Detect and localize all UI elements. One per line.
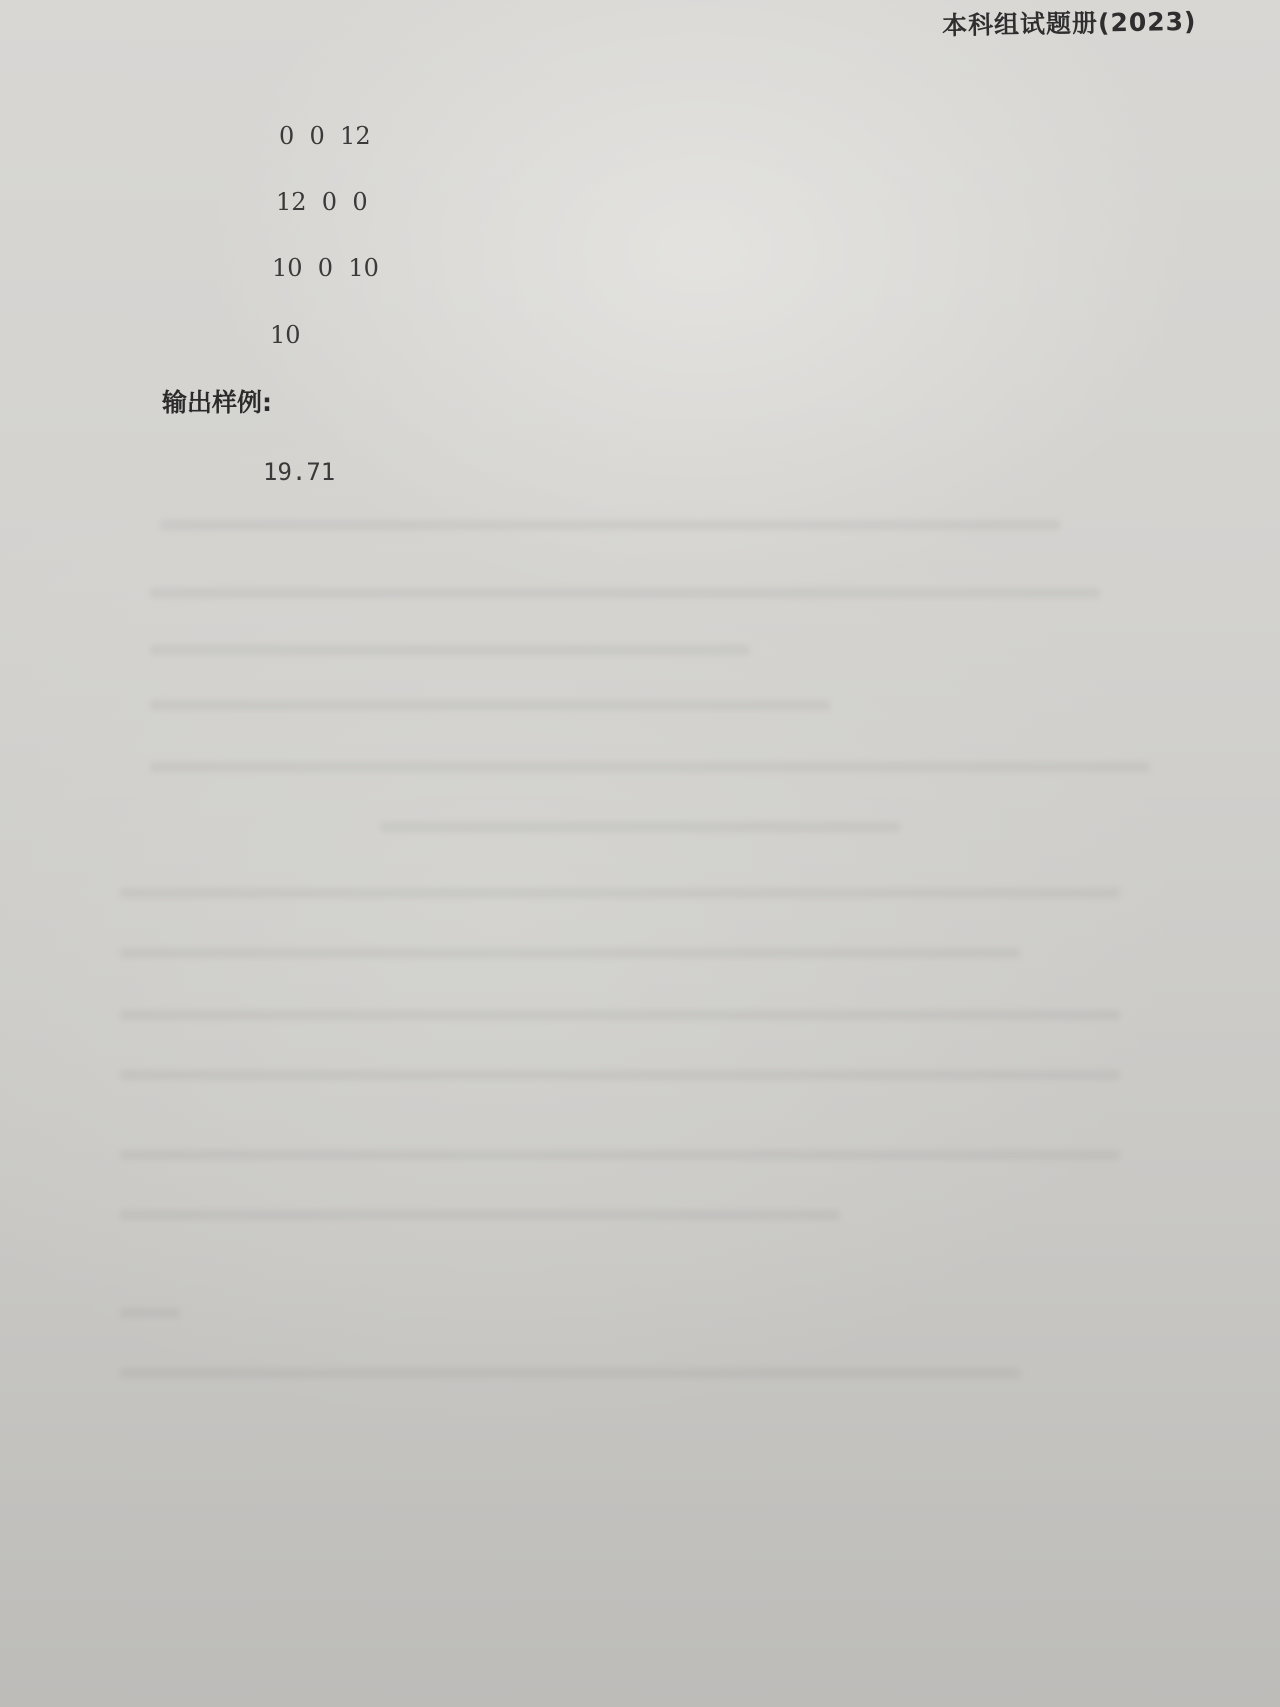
sample-input-line: 0 0 12 (279, 122, 371, 150)
bleed-through-line (120, 1368, 1020, 1378)
sample-output-value: 19.71 (263, 458, 336, 486)
sample-input-line: 10 (270, 321, 301, 349)
bleed-through-line (120, 888, 1120, 898)
bleed-through-line (120, 948, 1020, 958)
sample-output-heading: 输出样例: (162, 388, 272, 417)
bleed-through-line (150, 762, 1150, 772)
booklet-header-title: 本科组试题册(2023) (941, 6, 1197, 41)
bleed-through-line (150, 700, 830, 710)
bleed-through-line (120, 1150, 1120, 1160)
bleed-through-line (150, 645, 750, 655)
sample-input-line: 10 0 10 (272, 254, 379, 282)
bleed-through-line (120, 1210, 840, 1220)
bleed-through-line (380, 822, 900, 832)
bleed-through-line (150, 588, 1100, 598)
sample-input-line: 12 0 0 (276, 188, 368, 216)
bleed-through-line (120, 1308, 180, 1318)
bleed-through-line (120, 1010, 1120, 1020)
bleed-through-line (120, 1070, 1120, 1080)
bleed-through-line (160, 520, 1060, 530)
